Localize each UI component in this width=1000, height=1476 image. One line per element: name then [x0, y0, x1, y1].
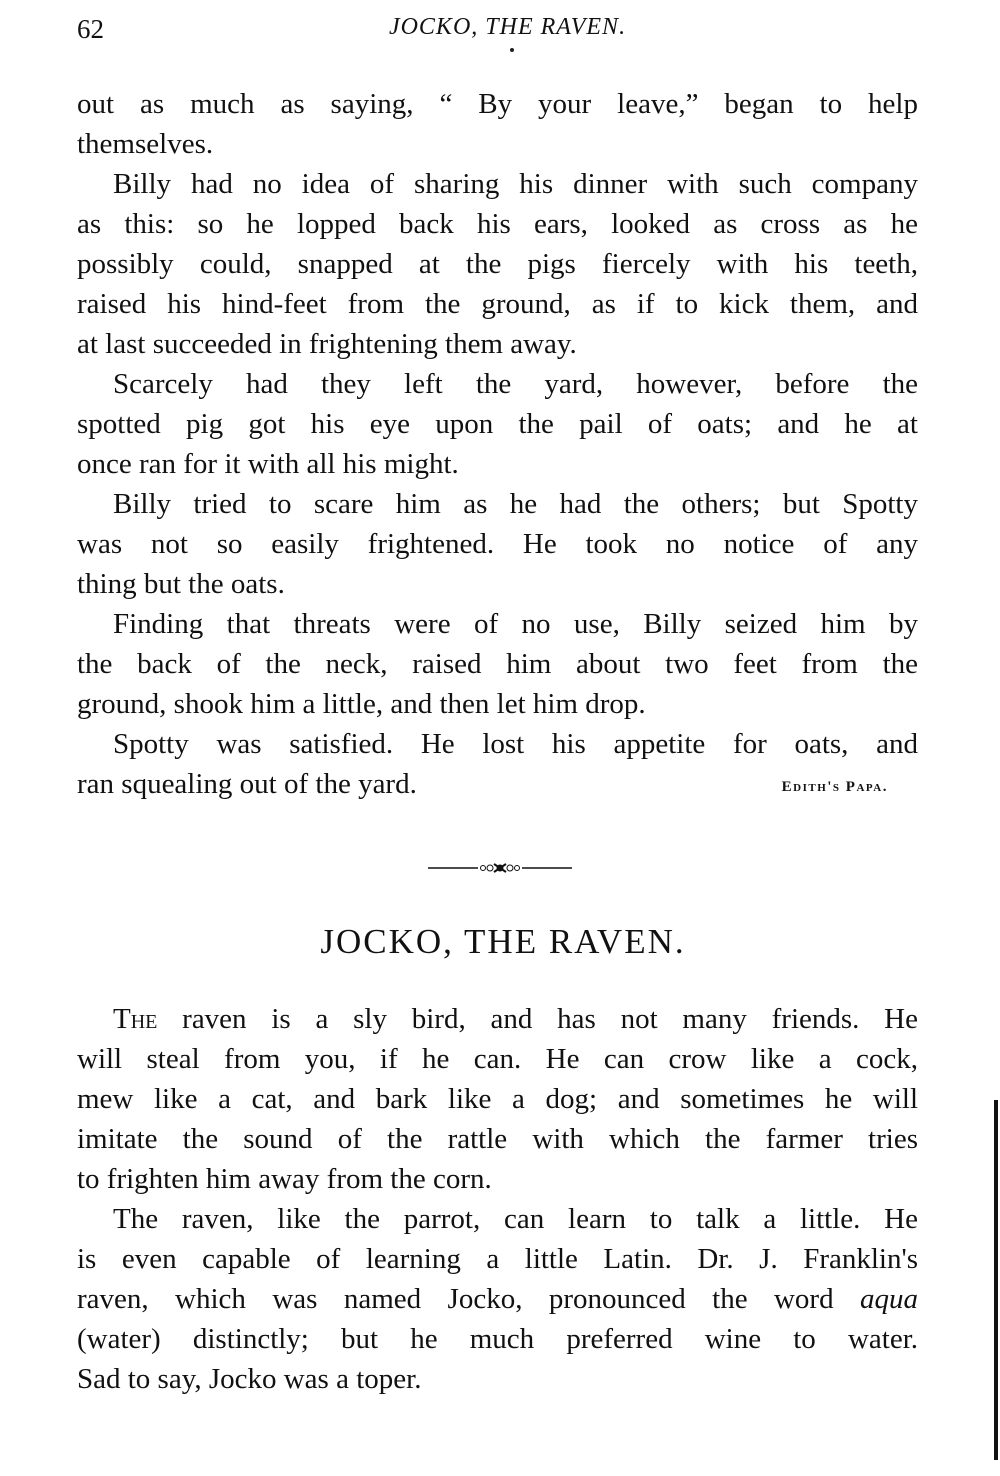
text-line — [77, 999, 918, 1039]
line-text: was not so easily frightened. He took no notice of any — [77, 528, 918, 560]
line-text: ran squealing out of the yard. — [77, 768, 417, 800]
line-text: The raven, like the parrot, can learn to talk a little. He — [113, 1203, 918, 1235]
text-line — [77, 1119, 918, 1159]
paragraph — [77, 604, 918, 724]
paragraph — [77, 364, 918, 484]
scan-edge — [994, 1100, 998, 1460]
paragraph — [77, 1199, 918, 1399]
line-text: imitate the sound of the rattle with which the farmer tries — [77, 1123, 918, 1155]
print-speck — [510, 48, 514, 52]
paragraph — [77, 484, 918, 604]
text-line — [77, 644, 918, 684]
ornament-divider — [428, 858, 572, 878]
text-line — [77, 1239, 918, 1279]
line-text: as this: so he lopped back his ears, looked as cross as he — [77, 208, 918, 240]
line-text: (water) distinctly; but he much preferred wine to water. — [77, 1323, 918, 1355]
line-text: raised his hind-feet from the ground, as if to kick them, and — [77, 288, 918, 320]
page-number: 62 — [77, 14, 104, 44]
text-line — [77, 484, 918, 524]
text-line — [77, 764, 918, 804]
text-line — [77, 444, 918, 484]
italic-word: aqua — [860, 1283, 918, 1315]
text-line — [77, 204, 918, 244]
line-text: Spotty was satisfied. He lost his appetite for oats, and — [113, 728, 918, 760]
author-signature: Edith's Papa. — [781, 779, 888, 795]
text-line — [77, 1319, 918, 1359]
text-line — [77, 324, 918, 364]
story-jocko-text — [77, 999, 918, 1399]
paragraph — [77, 164, 918, 364]
text-line — [77, 524, 918, 564]
text-line — [77, 164, 918, 204]
line-text: Billy had no idea of sharing his dinner with such company — [113, 168, 918, 200]
line-text: at last succeeded in frightening them away. — [77, 328, 577, 360]
text-line — [77, 724, 918, 764]
text-line — [77, 1359, 918, 1399]
text-line — [77, 1079, 918, 1119]
line-text: ground, shook him a little, and then let him drop. — [77, 688, 646, 720]
line-text: raven, which was named Jocko, pronounced the word — [77, 1283, 860, 1315]
text-line — [77, 684, 918, 724]
line-text: once ran for it with all his might. — [77, 448, 459, 480]
line-text: spotted pig got his eye upon the pail of oats; and he at — [77, 408, 918, 440]
text-line — [77, 564, 918, 604]
text-line — [77, 404, 918, 444]
text-line — [77, 1039, 918, 1079]
text-line — [77, 1279, 918, 1319]
text-line — [77, 84, 918, 124]
paragraph — [77, 84, 918, 164]
line-text: Sad to say, Jocko was a toper. — [77, 1363, 422, 1395]
story-title: JOCKO, THE RAVEN. — [320, 922, 686, 961]
line-text: Scarcely had they left the yard, however, before the — [113, 368, 918, 400]
text-line — [77, 364, 918, 404]
text-line — [77, 244, 918, 284]
line-text: Billy tried to scare him as he had the others; but Spotty — [113, 488, 918, 520]
paragraph — [77, 724, 918, 804]
text-line — [77, 1159, 918, 1199]
running-title: JOCKO, THE RAVEN. — [388, 14, 627, 40]
line-text: themselves. — [77, 128, 214, 160]
line-text: possibly could, snapped at the pigs fiercely with his teeth, — [77, 248, 918, 280]
paragraph — [77, 999, 918, 1199]
drop-word: The — [113, 1003, 158, 1035]
line-text: out as much as saying, “ By your leave,” began to help — [77, 88, 918, 120]
line-text: is even capable of learning a little Latin. Dr. J. Franklin's — [77, 1243, 918, 1275]
line-text: Finding that threats were of no use, Billy seized him by — [113, 608, 918, 640]
running-header — [77, 14, 918, 54]
story-billy-text — [77, 84, 918, 804]
line-text: raven is a sly bird, and has not many friends. He — [157, 1003, 918, 1035]
line-text: mew like a cat, and bark like a dog; and sometimes he will — [77, 1083, 918, 1115]
line-text: will steal from you, if he can. He can crow like a cock, — [77, 1043, 918, 1075]
text-line — [77, 604, 918, 644]
text-line — [77, 1199, 918, 1239]
text-line — [77, 124, 918, 164]
line-text: thing but the oats. — [77, 568, 285, 600]
line-text: the back of the neck, raised him about two feet from the — [77, 648, 918, 680]
line-text: to frighten him away from the corn. — [77, 1163, 492, 1195]
text-line — [77, 284, 918, 324]
